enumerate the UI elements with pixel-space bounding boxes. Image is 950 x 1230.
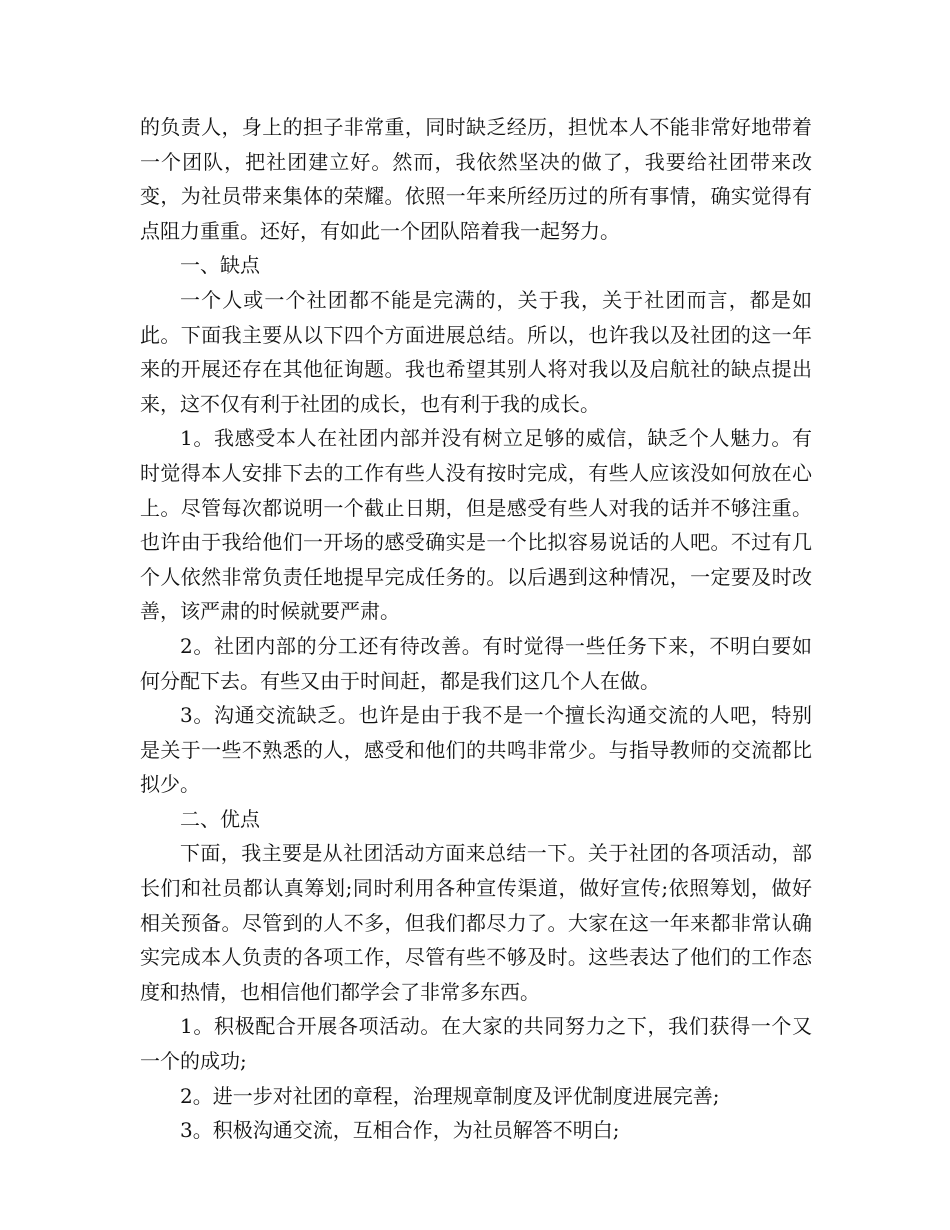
list-item-paragraph: 3。沟通交流缺乏。也许是由于我不是一个擅长沟通交流的人吧，特别是关于一些不熟悉的人，感受和他们的共鸣非常少。与指导教师的交流都比拟少。: [140, 703, 812, 797]
document-body: [140, 110, 812, 1148]
section-heading-strengths: 二、优点: [180, 806, 260, 831]
list-item-paragraph: 2。社团内部的分工还有待改善。有时觉得一些任务下来，不明白要如何分配下去。有些又由于时间赶，都是我们这几个人在做。: [140, 633, 812, 693]
section-heading-shortcomings: 一、缺点: [180, 253, 260, 278]
body-paragraph: 一个人或一个社团都不能是完满的，关于我，关于社团而言，都是如此。下面我主要从以下四个方面进展总结。所以，也许我以及社团的这一年来的开展还存在其他征询题。我也希望其别人将对我以及启航社的缺点提出来，这不仅有利于社团的成长，也有利于我的成长。: [140, 287, 812, 416]
body-paragraph: 的负责人，身上的担子非常重，同时缺乏经历，担忧本人不能非常好地带着一个团队，把社团建立好。然而，我依然坚决的做了，我要给社团带来改变，为社员带来集体的荣耀。依照一年来所经历过的所有事情，确实觉得有点阻力重重。还好，有如此一个团队陪着我一起努力。: [140, 115, 812, 243]
list-item-paragraph: 1。我感受本人在社团内部并没有树立足够的威信，缺乏个人魅力。有时觉得本人安排下去的工作有些人没有按时完成，有些人应该没如何放在心上。尽管每次都说明一个截止日期，但是感受有些人对我的话并不够注重。也许由于我给他们一开场的感受确实是一个比拟容易说话的人吧。不过有几个人依然非常负责任地提早完成任务的。以后遇到这种情况，一定要及时改善，该严肃的时候就要严肃。: [140, 426, 812, 624]
list-item-paragraph: 3。积极沟通交流，互相合作，为社员解答不明白;: [180, 1118, 620, 1143]
list-item-paragraph: 2。进一步对社团的章程，治理规章制度及评优制度进展完善;: [180, 1083, 720, 1108]
list-item-paragraph: 1。积极配合开展各项活动。在大家的共同努力之下，我们获得一个又一个的成功;: [140, 1014, 812, 1074]
body-paragraph: 下面，我主要是从社团活动方面来总结一下。关于社团的各项活动，部长们和社员都认真筹划;同时利用各种宣传渠道，做好宣传;依照筹划，做好相关预备。尽管到的人不多，但我们都尽力了。大家在这一年来都非常认确实完成本人负责的各项工作，尽管有些不够及时。这些表达了他们的工作态度和热情，也相信他们都学会了非常多东西。: [140, 841, 812, 1004]
